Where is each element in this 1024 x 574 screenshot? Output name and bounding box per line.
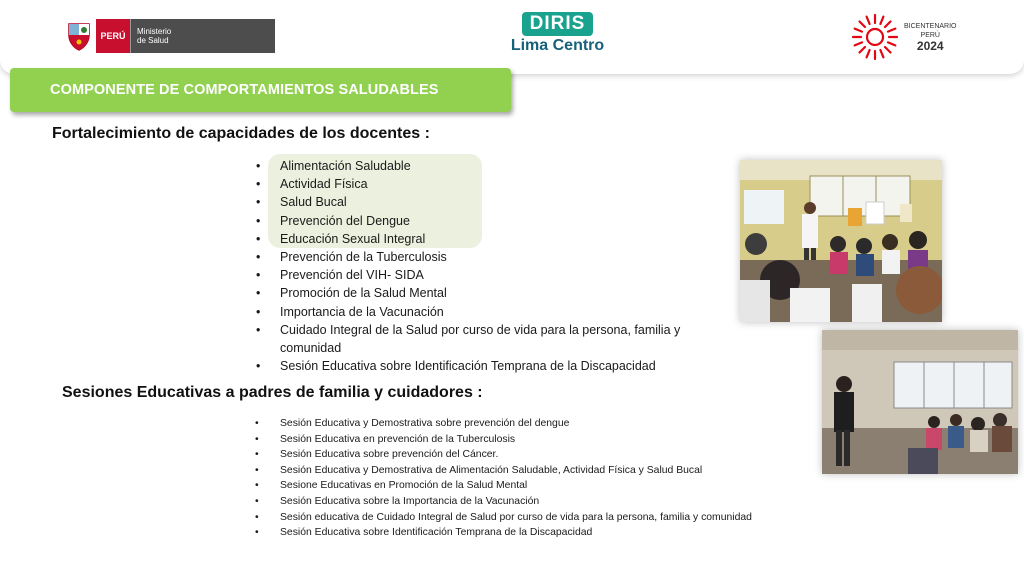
training-topic-item: • Promoción de la Salud Mental (256, 284, 740, 302)
minsa-logo (66, 19, 275, 53)
bicentenario-emblem-icon (850, 12, 900, 62)
parents-session-photo (822, 330, 1018, 474)
parents-session-photo-image (822, 330, 1018, 474)
slide-title: COMPONENTE DE COMPORTAMIENTOS SALUDABLES (50, 82, 439, 98)
parent-session-item: • Sesión Educativa sobre prevención del Cáncer. (255, 447, 752, 463)
training-topic-item: • Cuidado Integral de la Salud por curso de vida para la persona, familia y comunidad (256, 321, 740, 357)
section2-list (255, 416, 752, 541)
ministerio-label (130, 19, 275, 53)
training-photo-image (740, 160, 942, 322)
bicentenario-logo (850, 12, 957, 62)
lima-centro-label: Lima Centro (510, 37, 605, 54)
header-bar (0, 0, 1024, 74)
training-photo (740, 160, 942, 322)
training-topic-item: • Salud Bucal (256, 193, 740, 211)
section2-heading: Sesiones Educativas a padres de familia y cuidadores : (62, 384, 483, 401)
slide-title-banner (10, 68, 511, 112)
bicentenario-year: 2024 (916, 38, 944, 53)
peru-label: PERÚ (96, 19, 130, 53)
bicentenario-line2: PERÚ (920, 31, 940, 39)
training-topic-item: • Sesión Educativa sobre Identificación Temprana de la Discapacidad (256, 357, 740, 375)
section1-list (256, 157, 740, 375)
training-topic-item: • Actividad Física (256, 175, 740, 193)
ministerio-line2: de Salud (137, 36, 169, 45)
training-topic-item: • Prevención del VIH- SIDA (256, 266, 740, 284)
parent-session-item: • Sesión Educativa y Demostrativa sobre prevención del dengue (255, 416, 752, 432)
training-topic-item: • Educación Sexual Integral (256, 230, 740, 248)
parent-session-item: • Sesión educativa de Cuidado Integral de Salud por curso de vida para la persona, familia y comunidad (255, 510, 752, 526)
training-topic-item: • Prevención del Dengue (256, 212, 740, 230)
training-topic-item: • Alimentación Saludable (256, 157, 740, 175)
training-topic-item: • Importancia de la Vacunación (256, 303, 740, 321)
diris-label: DIRIS (522, 12, 594, 36)
bicentenario-line1: BICENTENARIO (904, 22, 957, 30)
parent-session-item: • Sesione Educativas en Promoción de la Salud Mental (255, 478, 752, 494)
diris-logo (505, 12, 610, 55)
peru-coat-of-arms-icon (66, 21, 92, 51)
parent-session-item: • Sesión Educativa en prevención de la Tuberculosis (255, 432, 752, 448)
training-topic-item: • Prevención de la Tuberculosis (256, 248, 740, 266)
section1-heading: Fortalecimiento de capacidades de los docentes : (52, 125, 430, 142)
bicentenario-text (904, 22, 957, 53)
parent-session-item: • Sesión Educativa sobre la Importancia de la Vacunación (255, 494, 752, 510)
ministerio-line1: Ministerio (137, 27, 172, 36)
parent-session-item: • Sesión Educativa y Demostrativa de Alimentación Saludable, Actividad Física y Salud Bucal (255, 463, 752, 479)
parent-session-item: • Sesión Educativa sobre Identificación Temprana de la Discapacidad (255, 525, 752, 541)
